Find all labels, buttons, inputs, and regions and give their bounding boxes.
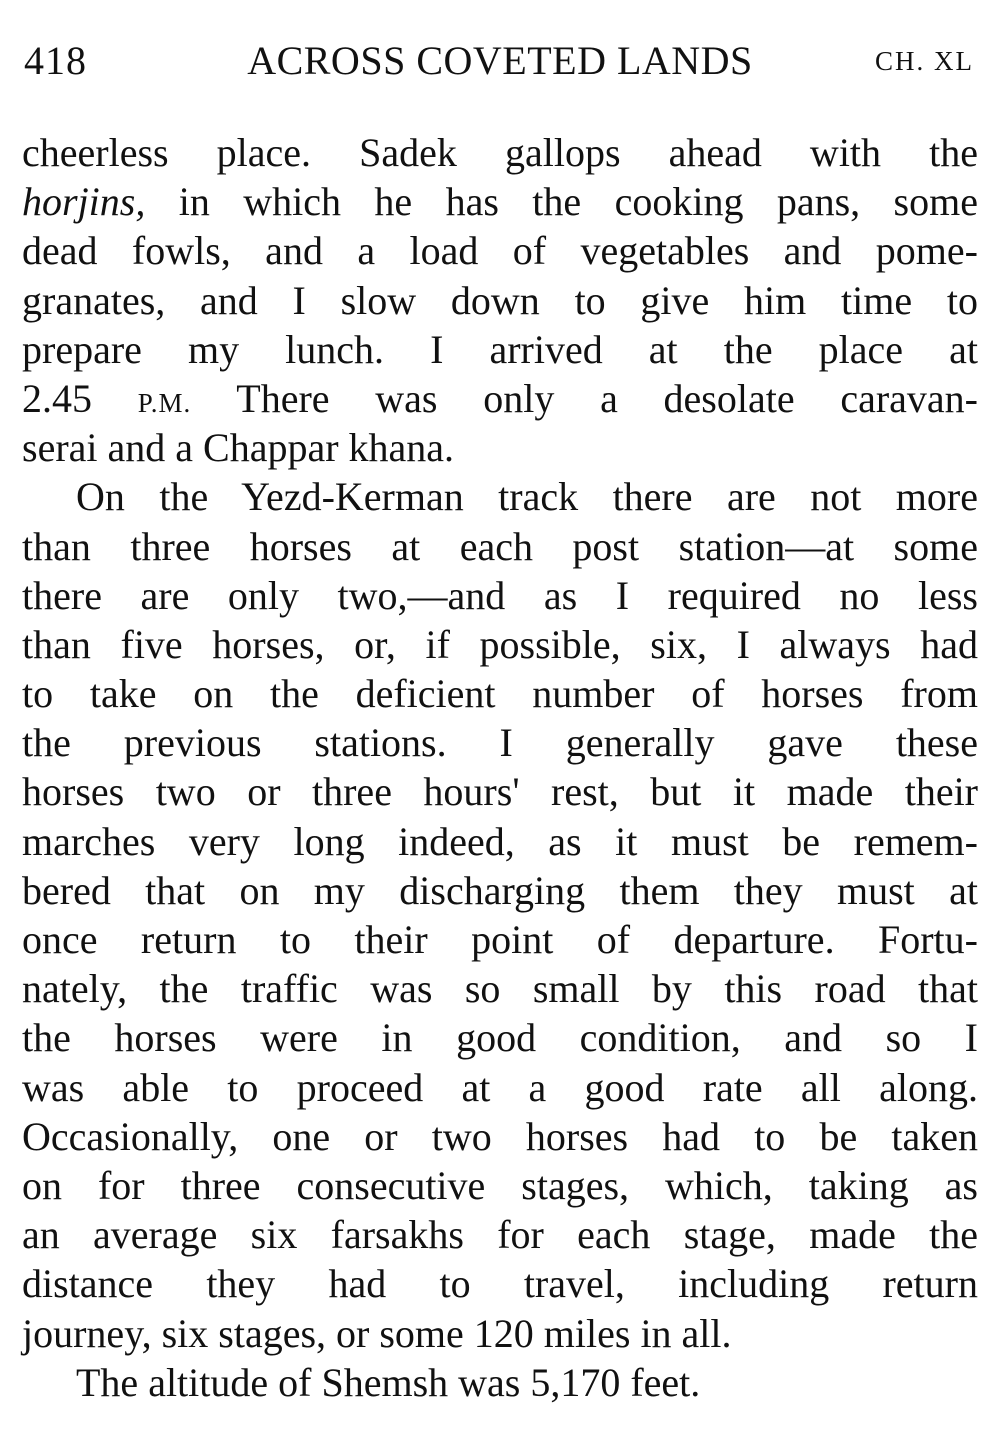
italic-term: horjins, [22,179,146,225]
text-line: nately, the traffic was so small by this road that [22,966,978,1012]
pm-smallcaps: P.M. [137,387,192,418]
text-line: bered that on my discharging them they must at [22,867,978,913]
text-line: horses two or three hours' rest, but it made their [22,769,978,815]
text-line: serai and a Chappar khana. [22,425,455,471]
text-line: The altitude of Shemsh was 5,170 feet. [76,1359,701,1405]
text-line: the previous stations. I generally gave these [22,720,978,766]
text-line: there are only two,—and as I required no less [22,572,978,618]
text-line: the horses were in good condition, and so I [22,1015,978,1061]
page-header [22,30,978,92]
text-line: was able to proceed at a good rate all along. [22,1064,978,1110]
chapter-label: CH. XL [875,46,974,76]
text-line: journey, six stages, or some 120 miles in all. [22,1310,732,1356]
text-line: to take on the deficient number of horses from [22,671,978,717]
text-line: once return to their point of departure. Fortu- [22,917,978,962]
book-page [22,30,978,1407]
page-number: 418 [24,38,87,83]
text-line: prepare my lunch. I arrived at the place at [22,326,978,372]
text-line: than five horses, or, if possible, six, I always had [22,621,978,667]
running-title: ACROSS COVETED LANDS [247,38,753,83]
text-line: marches very long indeed, as it must be remem- [22,818,978,864]
text-line: granates, and I slow down to give him time to [22,277,978,323]
text-line: an average six farsakhs for each stage, made the [22,1212,978,1258]
text-line: than three horses at each post station—at some [22,523,978,569]
text-line: distance they had to travel, including return [22,1261,978,1307]
text-line: 2.45 P.M. There was only a desolate caravan- [22,375,978,421]
time-value: 2.45 [22,375,92,421]
text-line: On the Yezd-Kerman track there are not more [76,474,978,520]
text-line: horjins, in which he has the cooking pans, some [22,179,978,225]
text-line: dead fowls, and a load of vegetables and pome- [22,228,978,274]
text-line: Occasionally, one or two horses had to be taken [22,1113,978,1159]
body-text [22,128,978,1407]
text-line: on for three consecutive stages, which, taking as [22,1162,978,1208]
text-line: cheerless place. Sadek gallops ahead with the [22,130,978,175]
